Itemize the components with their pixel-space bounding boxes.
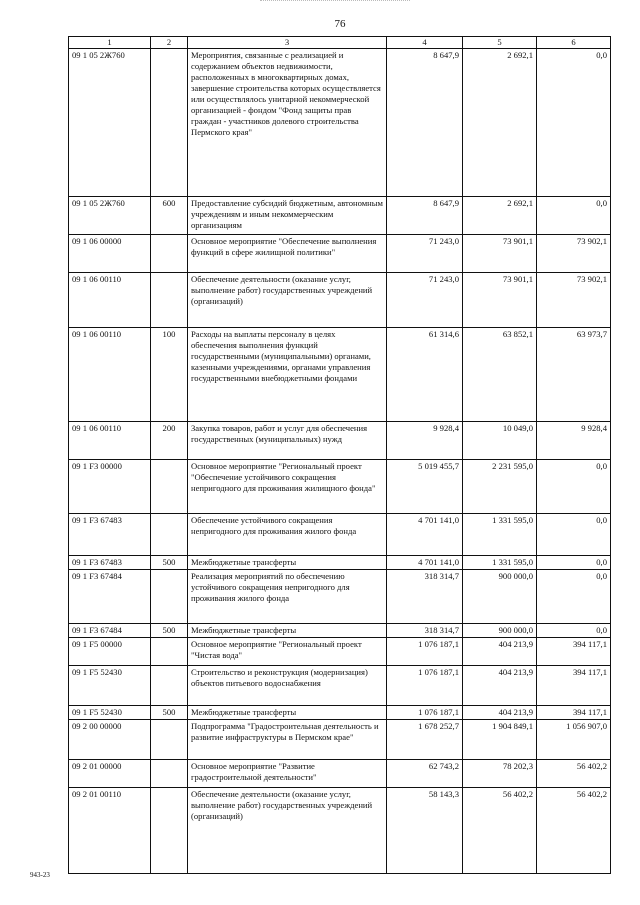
cell-value-2: 404 213,9 (463, 706, 537, 720)
cell-type: 500 (151, 624, 188, 638)
cell-type: 100 (151, 328, 188, 422)
cell-value-3: 394 117,1 (537, 666, 611, 706)
cell-value-3: 0,0 (537, 514, 611, 556)
cell-type (151, 666, 188, 706)
cell-value-1: 58 143,3 (387, 788, 463, 874)
cell-value-1: 318 314,7 (387, 624, 463, 638)
table-row (69, 570, 611, 624)
column-header-4: 4 (387, 37, 463, 49)
table-row (69, 328, 611, 422)
cell-value-1: 1 076 187,1 (387, 706, 463, 720)
table-row (69, 273, 611, 328)
table-row (69, 197, 611, 235)
cell-name: Обеспечение деятельности (оказание услуг, выполнение работ) государственных учреждений (организаций) (188, 273, 387, 328)
cell-value-1: 4 701 141,0 (387, 514, 463, 556)
page-number: 76 (334, 18, 346, 30)
cell-code: 09 2 00 00000 (69, 720, 151, 760)
cell-name: Подпрограмма "Градостроительная деятельность и развитие инфраструктуры в Пермском крае" (188, 720, 387, 760)
column-header-3: 3 (188, 37, 387, 49)
cell-value-3: 9 928,4 (537, 422, 611, 460)
table-row (69, 422, 611, 460)
cell-value-2: 900 000,0 (463, 624, 537, 638)
cell-type (151, 760, 188, 788)
table-row (69, 720, 611, 760)
cell-name: Реализация мероприятий по обеспечению устойчивого сокращения непригодного для проживания жилого фонда (188, 570, 387, 624)
table-row (69, 514, 611, 556)
cell-value-1: 4 701 141,0 (387, 556, 463, 570)
cell-type (151, 460, 188, 514)
cell-type: 200 (151, 422, 188, 460)
cell-value-1: 1 076 187,1 (387, 666, 463, 706)
cell-name: Основное мероприятие "Развитие градостроительной деятельности" (188, 760, 387, 788)
cell-value-2: 63 852,1 (463, 328, 537, 422)
table-row (69, 460, 611, 514)
table-row (69, 760, 611, 788)
cell-code: 09 1 06 00110 (69, 273, 151, 328)
table-row (69, 788, 611, 874)
cell-value-3: 394 117,1 (537, 638, 611, 666)
cell-code: 09 1 06 00110 (69, 422, 151, 460)
cell-value-1: 8 647,9 (387, 197, 463, 235)
cell-name: Основное мероприятие "Региональный проект "Чистая вода" (188, 638, 387, 666)
table-row (69, 556, 611, 570)
cell-value-3: 63 973,7 (537, 328, 611, 422)
cell-type (151, 788, 188, 874)
cell-type (151, 514, 188, 556)
cell-code: 09 1 F3 67484 (69, 570, 151, 624)
budget-table (68, 36, 611, 874)
cell-value-2: 1 904 849,1 (463, 720, 537, 760)
cell-type (151, 273, 188, 328)
cell-name: Основное мероприятие "Обеспечение выполнения функций в сфере жилищной политики" (188, 235, 387, 273)
cell-value-2: 73 901,1 (463, 235, 537, 273)
cell-value-2: 2 692,1 (463, 49, 537, 197)
column-header-5: 5 (463, 37, 537, 49)
cell-value-2: 900 000,0 (463, 570, 537, 624)
cell-value-2: 2 231 595,0 (463, 460, 537, 514)
cell-type (151, 49, 188, 197)
cell-value-2: 1 331 595,0 (463, 514, 537, 556)
cell-value-1: 71 243,0 (387, 235, 463, 273)
cell-value-1: 71 243,0 (387, 273, 463, 328)
cell-code: 09 1 F5 52430 (69, 706, 151, 720)
cell-name: Строительство и реконструкция (модернизация) объектов питьевого водоснабжения (188, 666, 387, 706)
cell-value-3: 0,0 (537, 49, 611, 197)
cell-value-1: 318 314,7 (387, 570, 463, 624)
cell-code: 09 1 F5 00000 (69, 638, 151, 666)
cell-code: 09 1 F5 52430 (69, 666, 151, 706)
cell-value-3: 0,0 (537, 624, 611, 638)
cell-value-3: 0,0 (537, 570, 611, 624)
cell-value-2: 404 213,9 (463, 666, 537, 706)
cell-value-1: 62 743,2 (387, 760, 463, 788)
table-header-row (69, 37, 611, 49)
cell-value-3: 73 902,1 (537, 273, 611, 328)
table-row (69, 49, 611, 197)
cell-code: 09 1 06 00110 (69, 328, 151, 422)
column-header-1: 1 (69, 37, 151, 49)
cell-code: 09 1 F3 67484 (69, 624, 151, 638)
cell-code: 09 1 F3 67483 (69, 556, 151, 570)
cell-name: Обеспечение деятельности (оказание услуг, выполнение работ) государственных учреждений (организаций) (188, 788, 387, 874)
cell-type: 500 (151, 556, 188, 570)
cell-name: Предоставление субсидий бюджетным, автономным учреждениям и иным некоммерческим организациям (188, 197, 387, 235)
cell-name: Межбюджетные трансферты (188, 556, 387, 570)
cell-value-3: 1 056 907,0 (537, 720, 611, 760)
cell-value-2: 56 402,2 (463, 788, 537, 874)
column-header-2: 2 (151, 37, 188, 49)
cell-code: 09 1 05 2Ж760 (69, 197, 151, 235)
cell-value-3: 0,0 (537, 460, 611, 514)
cell-name: Основное мероприятие "Региональный проект "Обеспечение устойчивого сокращения непригодного для проживания жилищного фонда" (188, 460, 387, 514)
cell-value-2: 1 331 595,0 (463, 556, 537, 570)
cell-value-2: 2 692,1 (463, 197, 537, 235)
table-row (69, 235, 611, 273)
table-row (69, 638, 611, 666)
cell-value-3: 0,0 (537, 197, 611, 235)
cell-code: 09 1 F3 00000 (69, 460, 151, 514)
cell-value-1: 8 647,9 (387, 49, 463, 197)
table-row (69, 706, 611, 720)
document-code: 943-23 (30, 871, 50, 879)
cell-code: 09 2 01 00000 (69, 760, 151, 788)
cell-value-3: 56 402,2 (537, 788, 611, 874)
cell-value-1: 61 314,6 (387, 328, 463, 422)
cell-value-1: 1 076 187,1 (387, 638, 463, 666)
cell-value-1: 1 678 252,7 (387, 720, 463, 760)
cell-code: 09 1 F3 67483 (69, 514, 151, 556)
table-body (69, 49, 611, 874)
cell-value-3: 0,0 (537, 556, 611, 570)
cell-value-1: 9 928,4 (387, 422, 463, 460)
cell-type (151, 638, 188, 666)
table-row (69, 666, 611, 706)
cell-code: 09 1 06 00000 (69, 235, 151, 273)
cell-type: 600 (151, 197, 188, 235)
cell-name: Межбюджетные трансферты (188, 706, 387, 720)
cell-name: Обеспечение устойчивого сокращения непригодного для проживания жилого фонда (188, 514, 387, 556)
cell-value-1: 5 019 455,7 (387, 460, 463, 514)
cell-value-3: 56 402,2 (537, 760, 611, 788)
cell-name: Закупка товаров, работ и услуг для обеспечения государственных (муниципальных) нужд (188, 422, 387, 460)
cell-type: 500 (151, 706, 188, 720)
cell-value-2: 73 901,1 (463, 273, 537, 328)
scan-artifact (260, 0, 410, 3)
cell-type (151, 235, 188, 273)
cell-type (151, 570, 188, 624)
cell-name: Межбюджетные трансферты (188, 624, 387, 638)
cell-value-2: 404 213,9 (463, 638, 537, 666)
cell-value-3: 394 117,1 (537, 706, 611, 720)
cell-value-2: 78 202,3 (463, 760, 537, 788)
cell-name: Мероприятия, связанные с реализацией и содержанием объектов недвижимости, расположенных в многоквартирных домах, завершение строительства которых осуществляется или осуществлялось унитарной некоммерческой организацией - фондом "Фонд защиты прав граждан - участников долевого строительства Пермского края" (188, 49, 387, 197)
table-row (69, 624, 611, 638)
cell-value-2: 10 049,0 (463, 422, 537, 460)
column-header-6: 6 (537, 37, 611, 49)
cell-code: 09 2 01 00110 (69, 788, 151, 874)
cell-name: Расходы на выплаты персоналу в целях обеспечения выполнения функций государственными (муниципальными) органами, казенными учреждениями, органами управления государственными внебюджетными фондами (188, 328, 387, 422)
cell-value-3: 73 902,1 (537, 235, 611, 273)
cell-code: 09 1 05 2Ж760 (69, 49, 151, 197)
cell-type (151, 720, 188, 760)
